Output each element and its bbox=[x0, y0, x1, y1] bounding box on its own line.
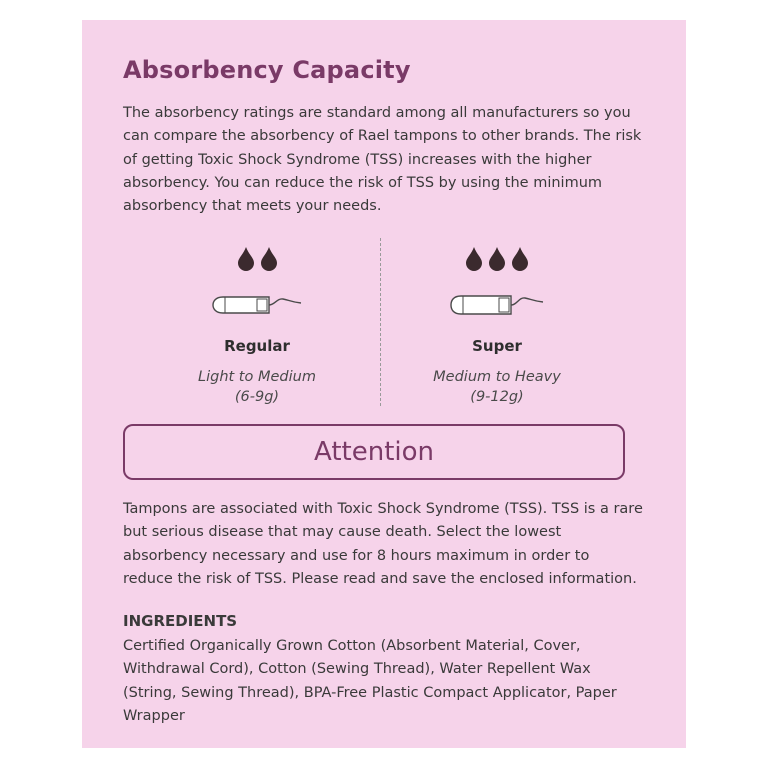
attention-title: Attention bbox=[314, 437, 434, 467]
package-panel bbox=[82, 20, 686, 748]
option-grams: (6-9g) bbox=[234, 389, 280, 405]
ingredients-text: Certified Organically Grown Cotton (Absorbent Material, Cover, Withdrawal Cord), Cotton (Sewing Thread), Water Repellent Wax (String, Sewing Thread), BPA-Free Plastic Compact Applicator, Paper Wrapper bbox=[123, 638, 617, 724]
option-label: Super bbox=[472, 337, 522, 355]
option-range: Light to Medium bbox=[198, 369, 316, 385]
ingredients-heading: INGREDIENTS bbox=[123, 612, 238, 630]
drop-icon bbox=[259, 246, 279, 272]
drop-icon bbox=[236, 246, 256, 272]
option-super bbox=[387, 238, 607, 407]
tampon-icon bbox=[147, 292, 367, 318]
option-range: Medium to Heavy bbox=[433, 369, 561, 385]
attention-banner bbox=[123, 424, 625, 480]
option-label: Regular bbox=[224, 337, 290, 355]
drop-icon bbox=[510, 246, 530, 272]
drops-super bbox=[387, 246, 607, 276]
drop-icon bbox=[487, 246, 507, 272]
absorbency-heading: Absorbency Capacity bbox=[123, 56, 411, 84]
tss-warning-text: Tampons are associated with Toxic Shock Syndrome (TSS). TSS is a rare but serious disease that may cause death. Select the lowest absorbency necessary and use for 8 hours maximum in order to reduce the risk of TSS. Please read and save the enclosed information. bbox=[123, 501, 643, 587]
absorbency-intro: The absorbency ratings are standard among all manufacturers so you can compare the absorbency of Rael tampons to other brands. The risk of getting Toxic Shock Syndrome (TSS) increases with the higher absorbency. You can reduce the risk of TSS by using the minimum absorbency that meets your needs. bbox=[123, 105, 642, 215]
option-regular bbox=[147, 238, 367, 407]
drops-regular bbox=[147, 246, 367, 276]
option-description bbox=[387, 367, 607, 407]
option-description bbox=[147, 367, 367, 407]
tampon-icon bbox=[387, 292, 607, 318]
option-divider bbox=[380, 238, 381, 406]
drop-icon bbox=[464, 246, 484, 272]
option-grams: (9-12g) bbox=[470, 389, 524, 405]
